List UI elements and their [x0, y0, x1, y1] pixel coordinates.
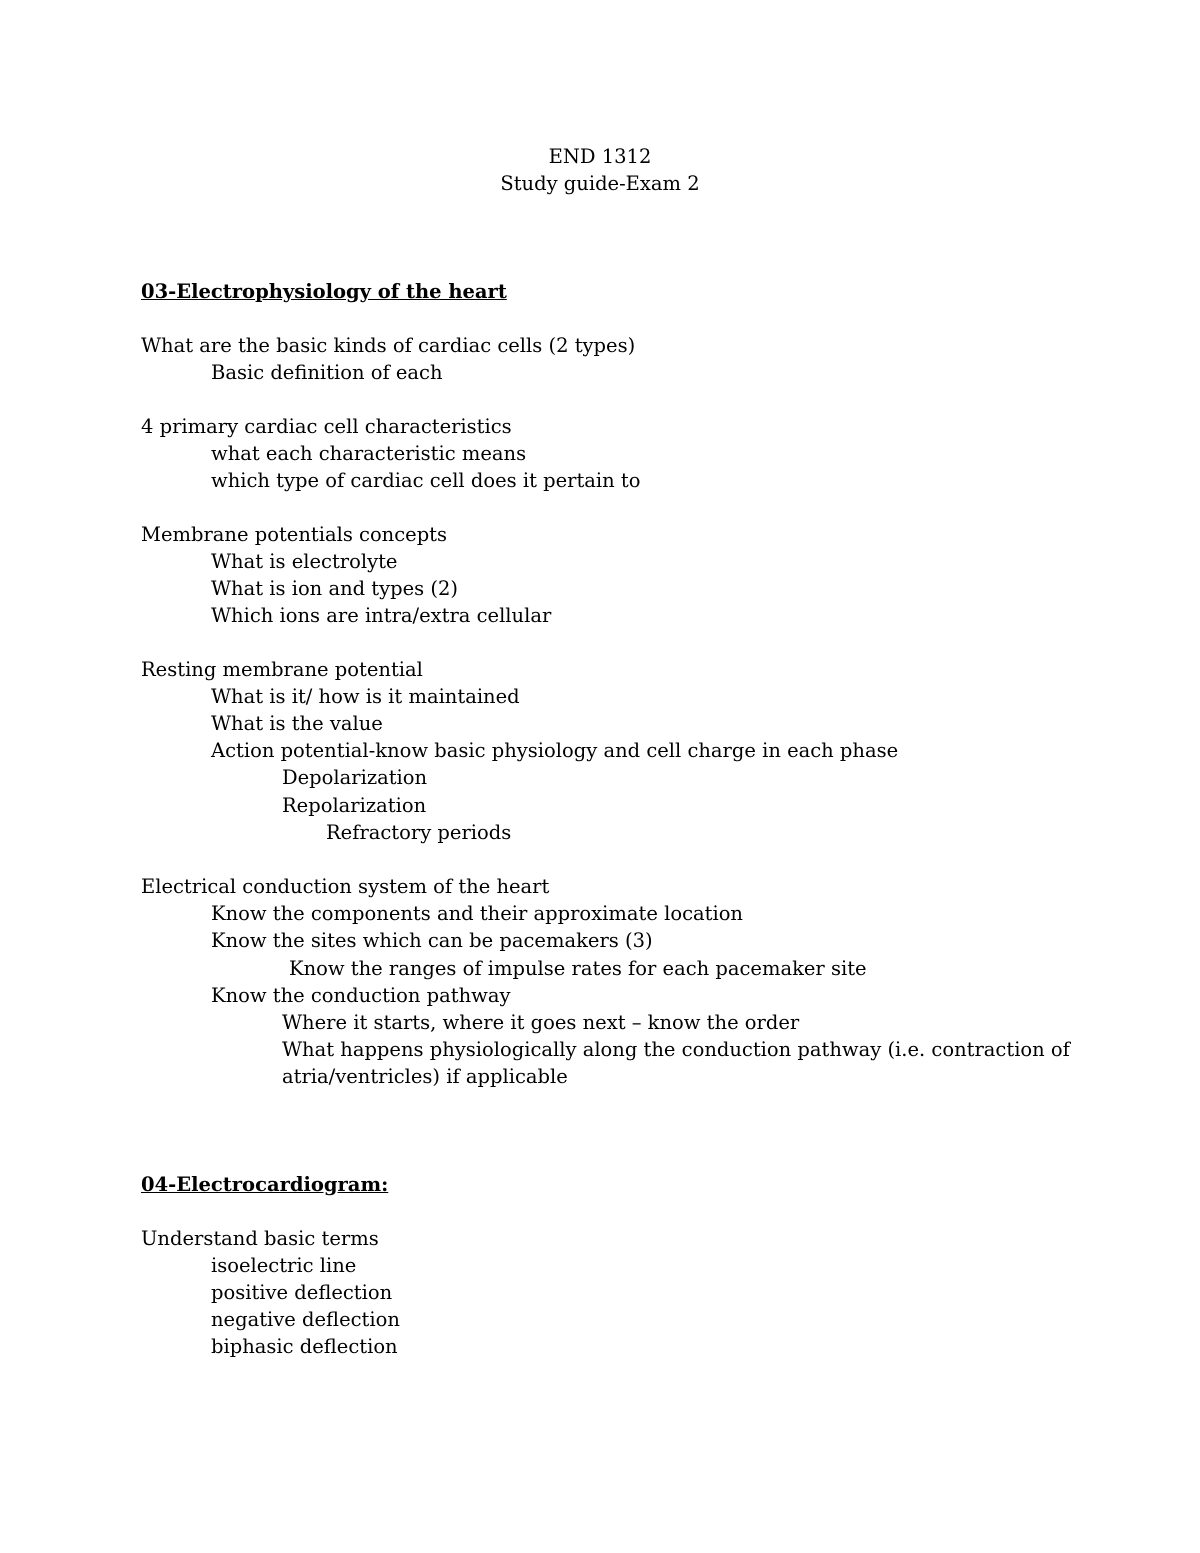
list-item: isoelectric line: [211, 1254, 357, 1277]
course-title: END 1312: [548, 145, 652, 168]
list-item: Membrane potentials concepts: [141, 523, 448, 546]
section-heading-electrophysiology: 03-Electrophysiology of the heart: [141, 280, 507, 303]
list-item: What is it/ how is it maintained: [211, 685, 520, 708]
list-item: Basic definition of each: [211, 361, 443, 384]
list-item: What is the value: [211, 712, 383, 735]
list-item: What happens physiologically along the conduction pathway (i.e. contraction of: [282, 1038, 1070, 1061]
list-item: What is electrolyte: [211, 550, 398, 573]
list-item: Know the ranges of impulse rates for each pacemaker site: [289, 957, 867, 980]
list-item: what each characteristic means: [211, 442, 527, 465]
document-subtitle: Study guide-Exam 2: [500, 172, 700, 195]
list-item: Know the conduction pathway: [211, 984, 511, 1007]
list-item: Resting membrane potential: [141, 658, 423, 681]
list-item: Repolarization: [282, 794, 427, 817]
list-item: Refractory periods: [326, 821, 512, 844]
list-item: What are the basic kinds of cardiac cells (2 types): [141, 334, 636, 357]
list-item: Depolarization: [282, 766, 428, 789]
list-item: What is ion and types (2): [211, 577, 459, 600]
list-item: Know the components and their approximate location: [211, 902, 743, 925]
list-item: Electrical conduction system of the heart: [141, 875, 550, 898]
list-item: Which ions are intra/extra cellular: [211, 604, 552, 627]
list-item: negative deflection: [211, 1308, 400, 1331]
list-item: biphasic deflection: [211, 1335, 398, 1358]
list-item: which type of cardiac cell does it pertain to: [211, 469, 641, 492]
list-item: Action potential-know basic physiology and cell charge in each phase: [211, 739, 899, 762]
list-item: positive deflection: [211, 1281, 393, 1304]
list-item: 4 primary cardiac cell characteristics: [141, 415, 512, 438]
list-item: Understand basic terms: [141, 1227, 379, 1250]
section-heading-electrocardiogram: 04-Electrocardiogram:: [141, 1173, 389, 1196]
list-item: Where it starts, where it goes next – know the order: [282, 1011, 800, 1034]
list-item: atria/ventricles) if applicable: [282, 1065, 568, 1088]
list-item: Know the sites which can be pacemakers (3): [211, 929, 653, 952]
